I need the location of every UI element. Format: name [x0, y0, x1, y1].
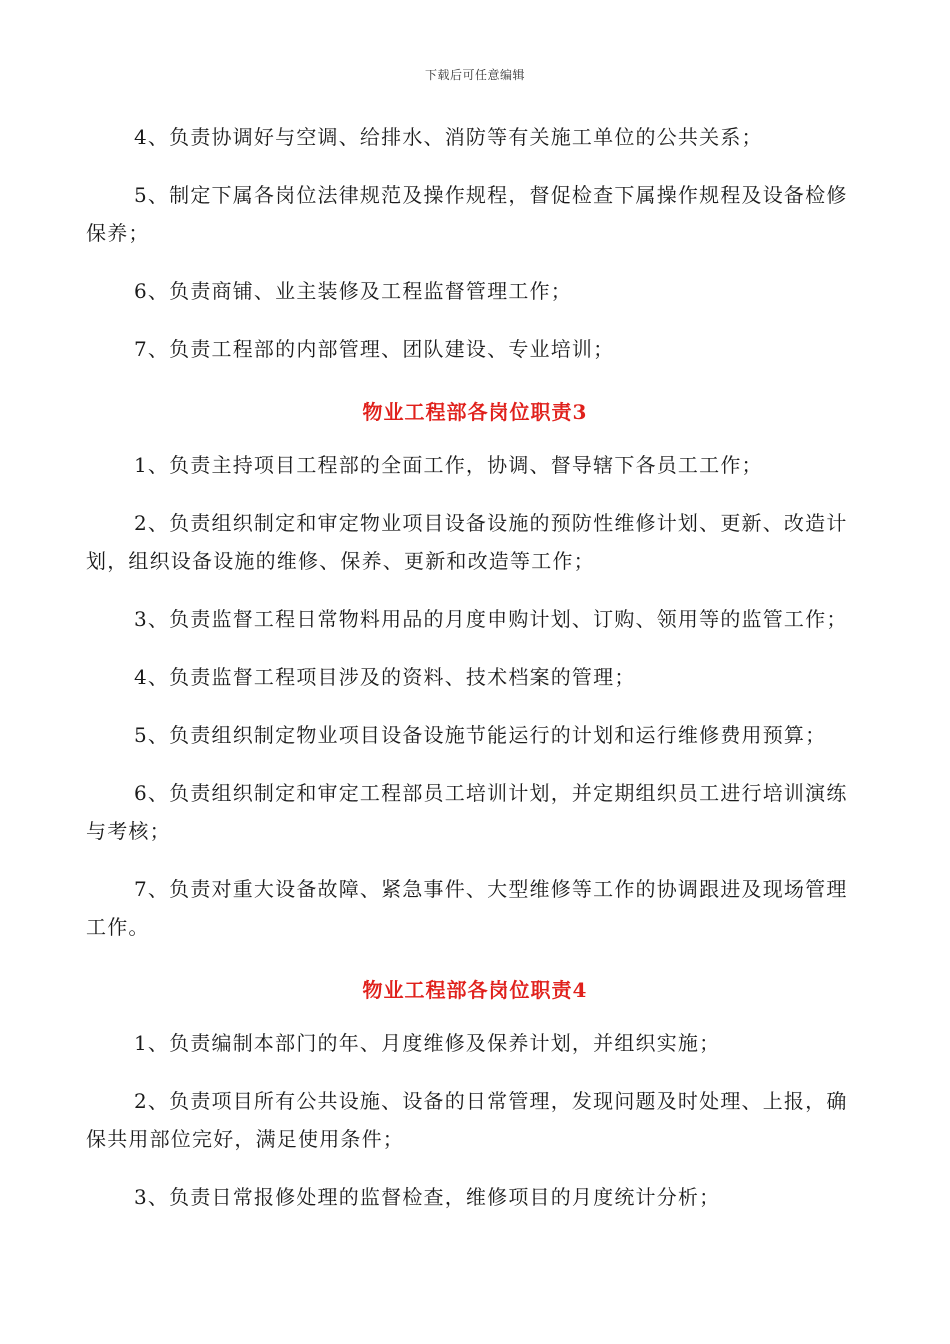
header-note: 下载后可任意编辑: [424, 68, 525, 82]
duty-item: 2、负责项目所有公共设施、设备的日常管理，发现问题及时处理、上报，确保共用部位完好，满足使用条件；: [86, 1089, 848, 1151]
duty-item: 6、负责商铺、业主装修及工程监督管理工作；: [134, 279, 572, 303]
duty-item: 3、负责监督工程日常物料用品的月度申购计划、订购、领用等的监管工作；: [134, 607, 848, 631]
duty-item: 5、负责组织制定物业项目设备设施节能运行的计划和运行维修费用预算；: [134, 723, 827, 747]
duty-item: 4、负责监督工程项目涉及的资料、技术档案的管理；: [134, 665, 636, 689]
duty-item: 1、负责编制本部门的年、月度维修及保养计划，并组织实施；: [134, 1031, 721, 1055]
duty-item: 3、负责日常报修处理的监督检查，维修项目的月度统计分析；: [134, 1185, 721, 1209]
duty-item: 7、负责工程部的内部管理、团队建设、专业培训；: [134, 337, 615, 361]
duty-item: 4、负责协调好与空调、给排水、消防等有关施工单位的公共关系；: [134, 125, 763, 149]
duty-item: 2、负责组织制定和审定物业项目设备设施的预防性维修计划、更新、改造计划，组织设备设施的维修、保养、更新和改造等工作；: [86, 511, 848, 573]
duty-item: 7、负责对重大设备故障、紧急事件、大型维修等工作的协调跟进及现场管理工作。: [86, 877, 848, 939]
duty-item: 6、负责组织制定和审定工程部员工培训计划，并定期组织员工进行培训演练与考核；: [86, 781, 848, 843]
duty-item: 5、制定下属各岗位法律规范及操作规程，督促检查下属操作规程及设备检修保养；: [86, 183, 848, 245]
duty-item: 1、负责主持项目工程部的全面工作，协调、督导辖下各员工工作；: [134, 453, 763, 477]
section-heading-3: 物业工程部各岗位职责3: [362, 400, 588, 424]
section-heading-4: 物业工程部各岗位职责4: [362, 978, 588, 1002]
